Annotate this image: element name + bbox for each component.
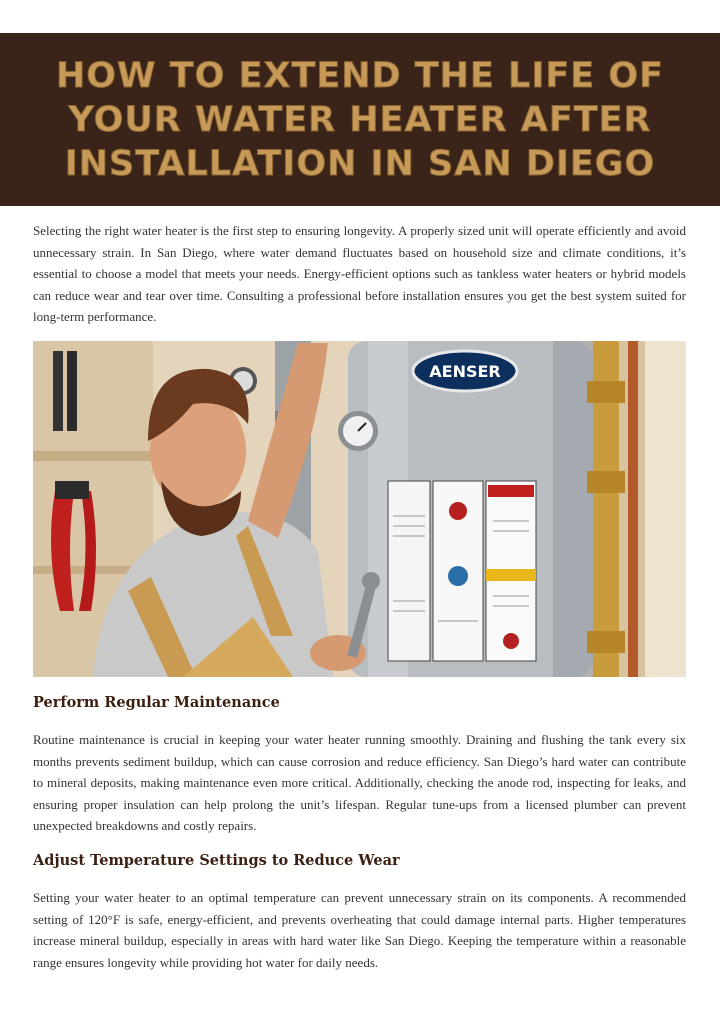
- section-body-maintenance: Routine maintenance is crucial in keeping your water heater running smoothly. Draining and flushing the tank every six months prevents sediment buildup, which can cause corrosion and reduce efficiency. San Diego’s hard water can contribute to mineral deposits, making maintenance even more critical. Additionally, checking the anode rod, inspecting for leaks, and ensuring proper insulation can help prolong the unit’s lifespan. Regular tune-ups from a licensed plumber can prevent unexpected breakdowns and costly repairs.: [33, 732, 686, 833]
- brand-logo: AENSER: [429, 362, 501, 381]
- section-body-temperature: Setting your water heater to an optimal temperature can prevent unnecessary strain on its components. A recommended setting of 120°F is safe, energy-efficient, and prevents overheating that could damage internal parts. Higher temperatures increase mineral buildup, especially in areas with hard water like San Diego. Keeping the temperature within a reasonable range ensures longevity while providing hot water for daily needs.: [33, 890, 686, 970]
- hero-photo: [33, 341, 686, 677]
- technician-water-heater-illustration: [33, 341, 686, 677]
- section-heading-temperature: Adjust Temperature Settings to Reduce Wear: [33, 852, 400, 869]
- title-banner: [0, 33, 720, 206]
- intro-paragraph: Selecting the right water heater is the first step to ensuring longevity. A properly sized unit will operate efficiently and avoid unnecessary strain. In San Diego, where water demand fluctuates based on household size and climate conditions, it’s essential to choose a model that meets your needs. Energy-efficient options such as tankless water heaters or hybrid models can reduce wear and tear over time. Consulting a professional before installation ensures you get the best system suited for long-term performance.: [33, 223, 686, 324]
- page-title: HOW TO EXTEND THE LIFE OF YOUR WATER HEATER AFTER INSTALLATION IN SAN DIEGO: [55, 55, 665, 184]
- section-heading-maintenance: Perform Regular Maintenance: [33, 694, 280, 711]
